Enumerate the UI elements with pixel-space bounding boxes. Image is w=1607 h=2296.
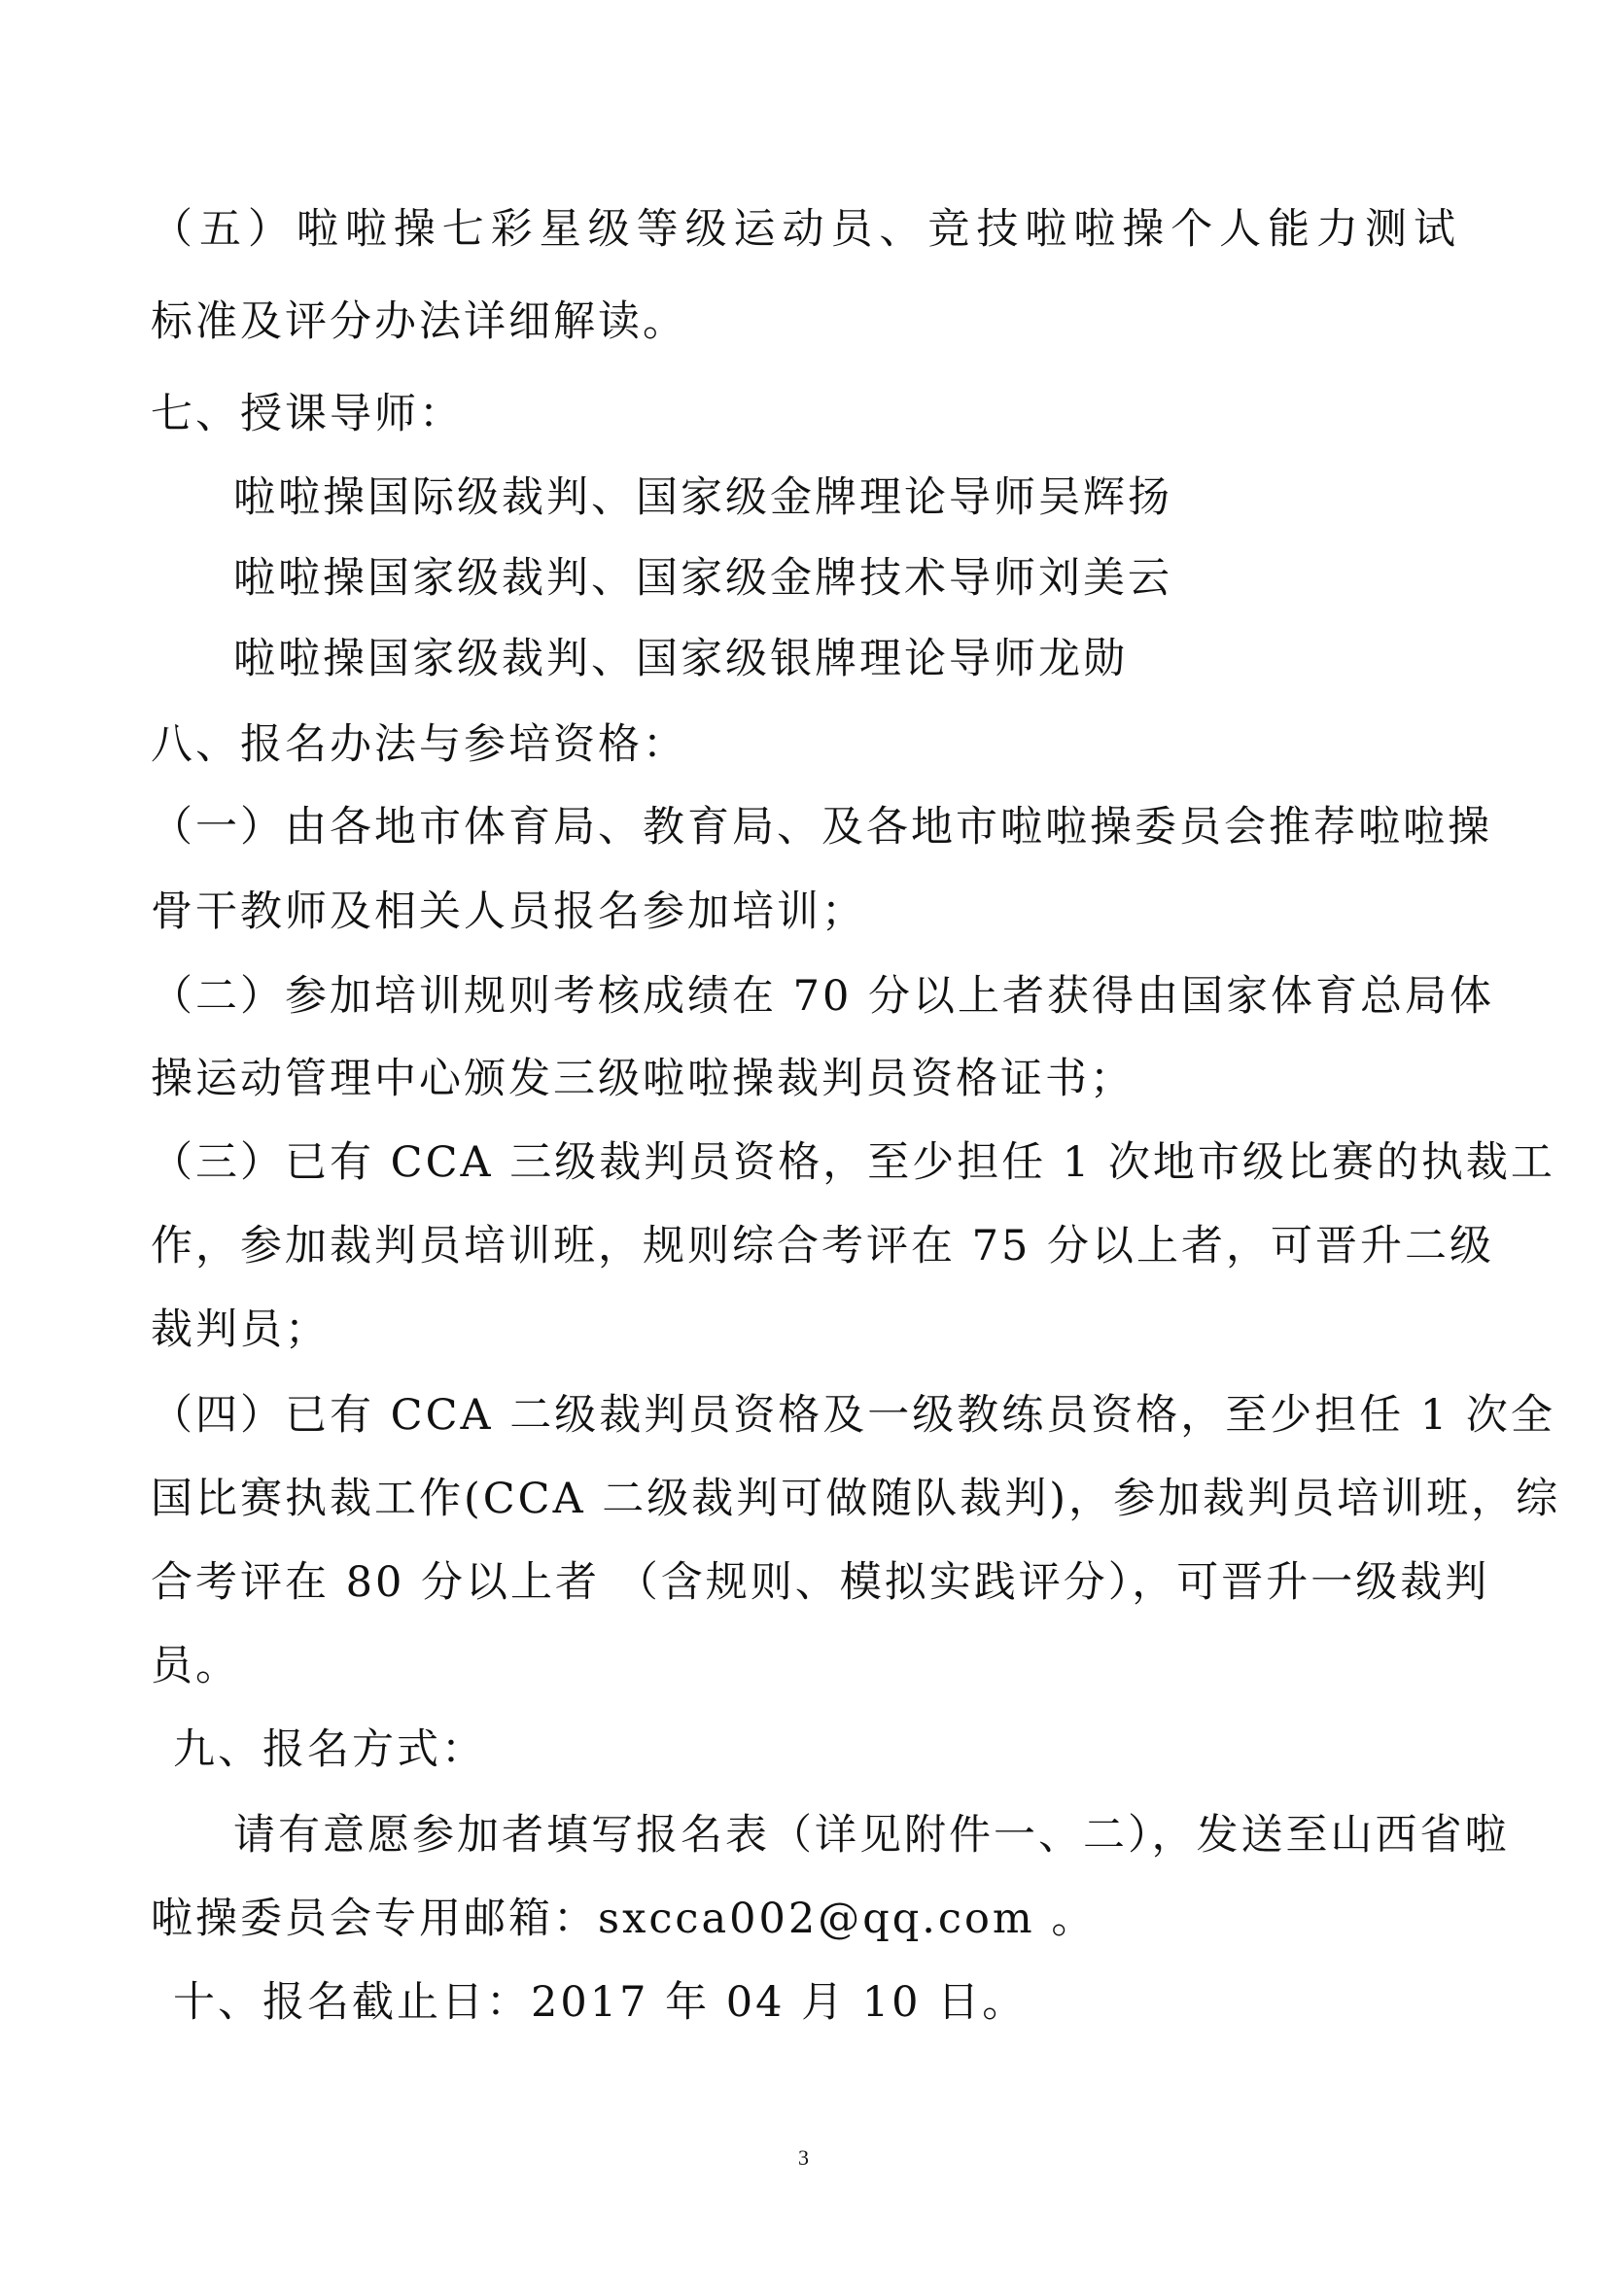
section8-item3-line1: （三）已有 CCA 三级裁判员资格，至少担任 1 次地市级比赛的执裁工 (151, 1138, 1555, 1187)
section5-line2: 标准及评分办法详细解读。 (151, 297, 687, 346)
section8-item3-line3: 裁判员； (151, 1305, 330, 1354)
mentor-3: 啦啦操国家级裁判、国家级银牌理论导师龙勋 (233, 635, 1128, 683)
section5-line1: （五）啦啦操七彩星级等级运动员、竞技啦啦操个人能力测试 (151, 205, 1458, 254)
section8-item4-line2: 国比赛执裁工作(CCA 二级裁判可做随队裁判)，参加裁判员培训班，综 (151, 1475, 1561, 1523)
section7-heading: 七、授课导师： (151, 390, 464, 438)
section8-item2-line2: 操运动管理中心颁发三级啦啦操裁判员资格证书； (151, 1055, 1135, 1103)
section8-heading: 八、报名办法与参培资格： (151, 720, 687, 769)
section10-line: 十、报名截止日：2017 年 04 月 10 日。 (173, 1978, 1028, 2027)
section8-item1-line1: （一）由各地市体育局、教育局、及各地市啦啦操委员会推荐啦啦操 (151, 803, 1492, 852)
mentor-2: 啦啦操国家级裁判、国家级金牌技术导师刘美云 (233, 554, 1172, 603)
section9-line2: 啦操委员会专用邮箱：sxcca002@qq.com 。 (151, 1895, 1097, 1943)
section9-heading: 九、报名方式： (173, 1725, 486, 1774)
section8-item3-line2: 作，参加裁判员培训班，规则综合考评在 75 分以上者，可晋升二级 (151, 1222, 1495, 1270)
mentor-1: 啦啦操国际级裁判、国家级金牌理论导师吴辉扬 (233, 473, 1172, 522)
section8-item1-line2: 骨干教师及相关人员报名参加培训； (151, 887, 866, 936)
page-number: 3 (798, 2145, 809, 2170)
section8-item4-line4: 员。 (151, 1642, 240, 1690)
section8-item4-line1: （四）已有 CCA 二级裁判员资格及一级教练员资格，至少担任 1 次全 (151, 1391, 1555, 1440)
section8-item2-line1: （二）参加培训规则考核成绩在 70 分以上者获得由国家体育总局体 (151, 972, 1495, 1021)
section9-line1: 请有意愿参加者填写报名表（详见附件一、二），发送至山西省啦 (233, 1811, 1510, 1860)
section8-item4-line3: 合考评在 80 分以上者 （含规则、模拟实践评分），可晋升一级裁判 (151, 1558, 1490, 1607)
